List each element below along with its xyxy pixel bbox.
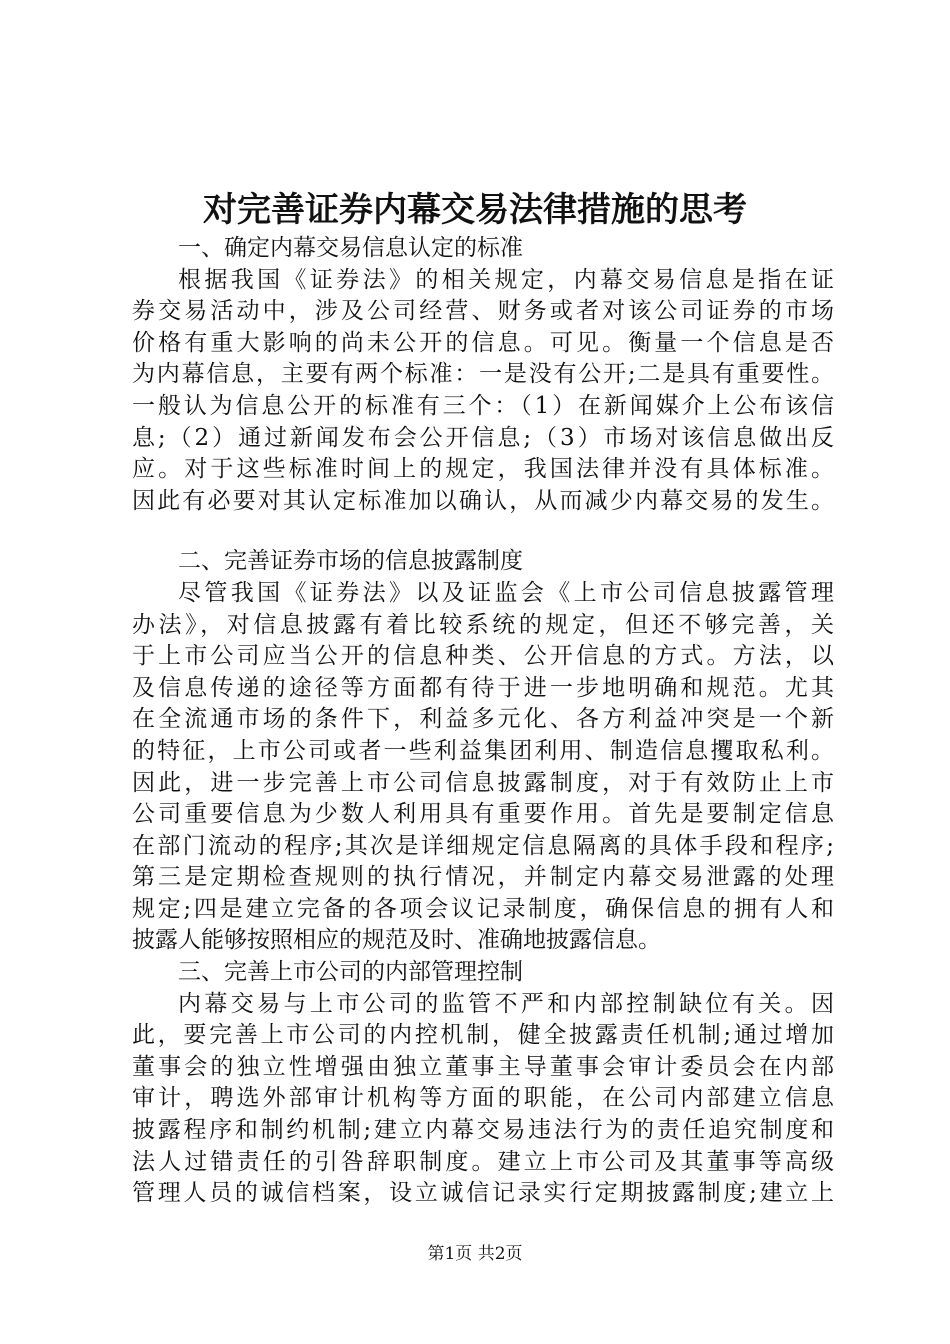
paragraph-line: 于上市公司应当公开的信息种类、公开信息的方式。方法，以 bbox=[132, 643, 834, 670]
section-heading-3: 三、完善上市公司的内部管理控制 bbox=[178, 959, 523, 986]
paragraph-line: 董事会的独立性增强由独立董事主导董事会审计委员会在内部 bbox=[132, 1053, 834, 1080]
paragraph-line: 公司重要信息为少数人利用具有重要作用。首先是要制定信息 bbox=[132, 801, 834, 828]
section-heading-1: 一、确定内幕交易信息认定的标准 bbox=[178, 235, 523, 261]
paragraph-line: 在部门流动的程序;其次是详细规定信息隔离的具体手段和程序; bbox=[132, 832, 834, 859]
paragraph-line: 的特征，上市公司或者一些利益集团利用、制造信息攫取私利。 bbox=[132, 737, 834, 764]
paragraph-line: 审计，聘选外部审计机构等方面的职能，在公司内部建立信息 bbox=[132, 1085, 834, 1112]
paragraph-line: 在全流通市场的条件下，利益多元化、各方利益冲突是一个新 bbox=[132, 706, 834, 733]
paragraph-line: 应。对于这些标准时间上的规定，我国法律并没有具体标准。 bbox=[132, 456, 834, 483]
paragraph-line: 尽管我国《证券法》以及证监会《上市公司信息披露管理 bbox=[178, 579, 834, 606]
paragraph-line: 因此，进一步完善上市公司信息披露制度，对于有效防止上市 bbox=[132, 769, 834, 796]
paragraph-line: 价格有重大影响的尚未公开的信息。可见。衡量一个信息是否 bbox=[132, 329, 834, 356]
section-heading-2: 二、完善证券市场的信息披露制度 bbox=[178, 548, 523, 575]
document-body bbox=[132, 233, 834, 1210]
page-footer: 第1页 共2页 bbox=[427, 1244, 523, 1264]
paragraph-line: 披露人能够按照相应的规范及时、准确地披露信息。 bbox=[132, 927, 661, 954]
paragraph-line: 办法》，对信息披露有着比较系统的规定，但还不够完善，关 bbox=[132, 611, 834, 638]
section-gap bbox=[132, 517, 834, 546]
paragraph-line: 披露程序和制约机制;建立内幕交易违法行为的责任追究制度和 bbox=[132, 1117, 834, 1144]
paragraph-line: 因此有必要对其认定标准加以确认，从而减少内幕交易的发生。 bbox=[132, 487, 834, 514]
paragraph-line: 为内幕信息，主要有两个标准：一是没有公开;二是具有重要性。 bbox=[132, 361, 834, 388]
paragraph-line: 管理人员的诚信档案，设立诚信记录实行定期披露制度;建立上 bbox=[132, 1180, 834, 1207]
paragraph-line: 息;（2）通过新闻发布会公开信息;（3）市场对该信息做出反 bbox=[132, 424, 834, 451]
paragraph-line: 此，要完善上市公司的内控机制，健全披露责任机制;通过增加 bbox=[132, 1022, 834, 1049]
paragraph-line: 法人过错责任的引咎辞职制度。建立上市公司及其董事等高级 bbox=[132, 1148, 834, 1175]
document-title: 对完善证券内幕交易法律措施的思考 bbox=[203, 190, 747, 230]
paragraph-line: 一般认为信息公开的标准有三个：（1）在新闻媒介上公布该信 bbox=[132, 392, 834, 419]
paragraph-line: 规定;四是建立完备的各项会议记录制度，确保信息的拥有人和 bbox=[132, 895, 834, 922]
paragraph-line: 券交易活动中，涉及公司经营、财务或者对该公司证券的市场 bbox=[132, 298, 834, 325]
paragraph-line: 根据我国《证券法》的相关规定，内幕交易信息是指在证 bbox=[178, 266, 834, 293]
paragraph-line: 内幕交易与上市公司的监管不严和内部控制缺位有关。因 bbox=[178, 990, 834, 1017]
paragraph-line: 及信息传递的途径等方面都有待于进一步地明确和规范。尤其 bbox=[132, 674, 834, 701]
paragraph-line: 第三是定期检查规则的执行情况，并制定内幕交易泄露的处理 bbox=[132, 864, 834, 891]
